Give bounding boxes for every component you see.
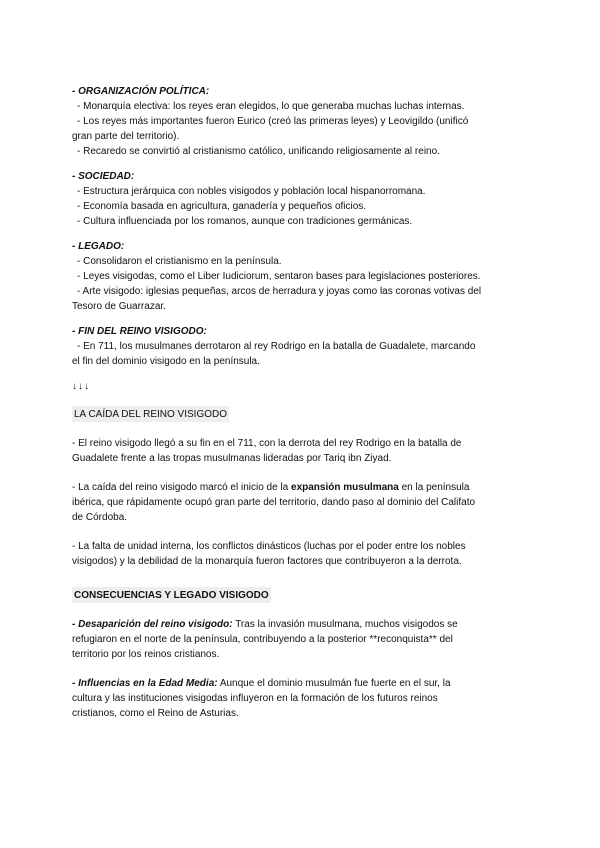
section-organizacion-politica bbox=[72, 84, 532, 159]
consecuencias-title: CONSECUENCIAS Y LEGADO VISIGODO bbox=[72, 587, 271, 603]
paragraph-line bbox=[72, 676, 532, 691]
section-heading: - ORGANIZACIÓN POLÍTICA: bbox=[72, 86, 210, 97]
section-fin-reino bbox=[72, 324, 532, 369]
caida-paragraph-3 bbox=[72, 539, 532, 569]
caida-paragraph-1 bbox=[72, 436, 532, 466]
paragraph-line: - El reino visigodo llegó a su fin en el 711, con la derrota del rey Rodrigo en la batalla de bbox=[72, 438, 462, 449]
section-heading: - LEGADO: bbox=[72, 241, 125, 252]
list-item-continuation: gran parte del territorio). bbox=[72, 131, 180, 142]
section-heading: - SOCIEDAD: bbox=[72, 171, 135, 182]
paragraph-line: - La falta de unidad interna, los conflictos dinásticos (luchas por el poder entre los nobles bbox=[72, 541, 466, 552]
paragraph-line: ibérica, que rápidamente ocupó gran parte del territorio, dando paso al dominio del Califato bbox=[72, 497, 476, 508]
paragraph-line: territorio por los reinos cristianos. bbox=[72, 649, 220, 660]
list-item-continuation: el fin del dominio visigodo en la península. bbox=[72, 356, 260, 367]
list-item: - Consolidaron el cristianismo en la península. bbox=[77, 256, 282, 267]
list-item: - Recaredo se convirtió al cristianismo católico, unificando religiosamente al reino. bbox=[77, 146, 440, 157]
paragraph-line bbox=[72, 617, 532, 632]
list-item-continuation: Tesoro de Guarrazar. bbox=[72, 301, 166, 312]
paragraph-line bbox=[72, 480, 532, 495]
down-arrows-icon: ↓↓↓ bbox=[72, 381, 90, 392]
paragraph-line: visigodos) y la debilidad de la monarquía fueron factores que contribuyeron a la derrota. bbox=[72, 556, 462, 567]
text-run: Aunque el dominio musulmán fue fuerte en el sur, la bbox=[217, 678, 451, 689]
text-run: Tras la invasión musulmana, muchos visigodos se bbox=[232, 619, 458, 630]
document-page bbox=[72, 84, 532, 735]
list-item: - En 711, los musulmanes derrotaron al rey Rodrigo en la batalla de Guadalete, marcando bbox=[77, 341, 476, 352]
paragraph-line: cristianos, como el Reino de Asturias. bbox=[72, 708, 239, 719]
list-item: - Leyes visigodas, como el Liber Iudiciorum, sentaron bases para legislaciones posteriores. bbox=[77, 271, 481, 282]
paragraph-line: de Córdoba. bbox=[72, 512, 128, 523]
text-run: en la península bbox=[398, 482, 470, 493]
section-legado bbox=[72, 239, 532, 314]
paragraph-line: Guadalete frente a las tropas musulmanas lideradas por Tariq ibn Ziyad. bbox=[72, 453, 392, 464]
bold-term: expansión musulmana bbox=[291, 482, 399, 493]
consecuencias-paragraph-2 bbox=[72, 676, 532, 721]
section-heading: - FIN DEL REINO VISIGODO: bbox=[72, 326, 207, 337]
paragraph-line: refugiaron en el norte de la península, contribuyendo a la posterior **reconquista** del bbox=[72, 634, 453, 645]
section-sociedad bbox=[72, 169, 532, 229]
paragraph-line: cultura y las instituciones visigodas influyeron en la formación de los futuros reinos bbox=[72, 693, 438, 704]
list-item: - Economía basada en agricultura, ganadería y pequeños oficios. bbox=[77, 201, 367, 212]
caida-paragraph-2 bbox=[72, 480, 532, 525]
consecuencias-paragraph-1 bbox=[72, 617, 532, 662]
list-item: - Monarquía electiva: los reyes eran elegidos, lo que generaba muchas luchas internas. bbox=[77, 101, 465, 112]
list-item: - Arte visigodo: iglesias pequeñas, arcos de herradura y joyas como las coronas votivas del bbox=[77, 286, 482, 297]
text-run: - La caída del reino visigodo marcó el inicio de la bbox=[72, 482, 292, 493]
paragraph-label: - Desaparición del reino visigodo: bbox=[72, 619, 233, 630]
paragraph-label: - Influencias en la Edad Media: bbox=[72, 678, 218, 689]
list-item: - Estructura jerárquica con nobles visigodos y población local hispanorromana. bbox=[77, 186, 426, 197]
list-item: - Los reyes más importantes fueron Eurico (creó las primeras leyes) y Leovigildo (unificó bbox=[77, 116, 469, 127]
caida-title: LA CAÍDA DEL REINO VISIGODO bbox=[72, 406, 229, 422]
list-item: - Cultura influenciada por los romanos, aunque con tradiciones germánicas. bbox=[77, 216, 413, 227]
